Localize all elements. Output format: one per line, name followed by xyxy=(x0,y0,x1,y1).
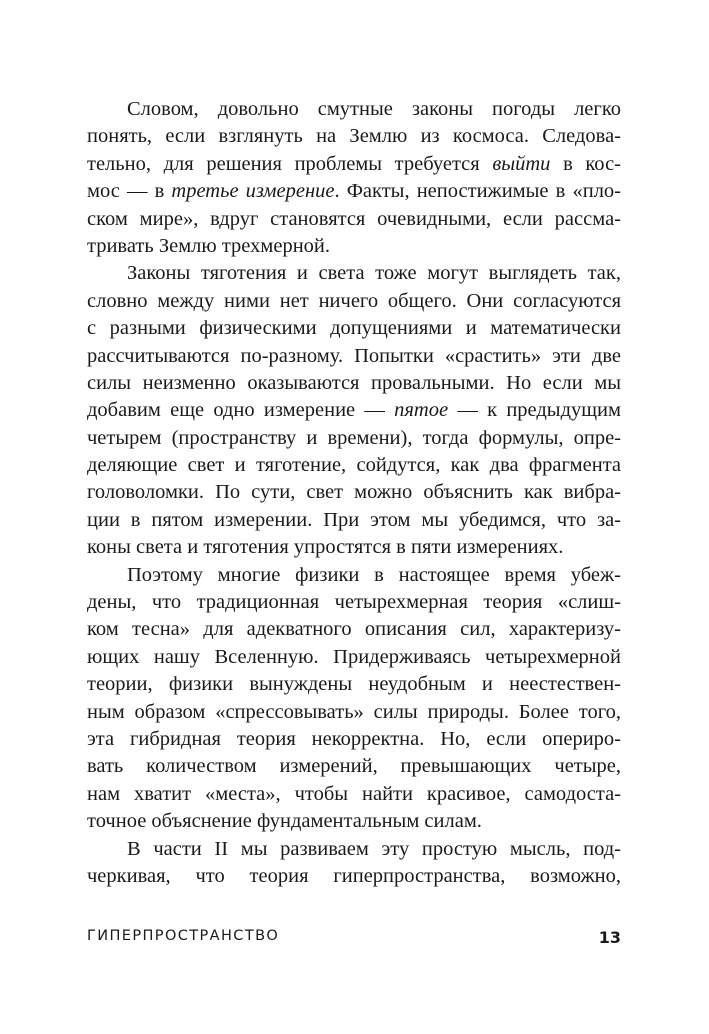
italic-emphasis: выйти xyxy=(492,152,551,175)
text-run: с разными физическими допущениями и математически xyxy=(87,317,621,340)
text-run: . Факты, непостижимые в «пло- xyxy=(334,180,621,203)
text-line xyxy=(87,479,621,506)
text-line xyxy=(87,233,621,260)
text-run: четырем (пространству и времени), тогда формулы, опре- xyxy=(87,426,621,449)
text-line xyxy=(87,808,621,835)
text-run: Поэтому многие физики в настоящее время убеж- xyxy=(127,563,621,586)
text-line xyxy=(87,452,621,479)
text-line xyxy=(87,863,621,890)
text-line xyxy=(87,616,621,643)
text-run: силы неизменно оказываются провальными. Но если мы xyxy=(87,371,621,394)
text-line xyxy=(87,589,621,616)
text-line xyxy=(87,726,621,753)
paragraph xyxy=(87,836,621,891)
text-line xyxy=(87,397,621,424)
text-run: ком тесна» для адекватного описания сил, характеризу- xyxy=(87,618,621,641)
text-run: ском мире», вдруг становятся очевидными, если рассма- xyxy=(87,207,621,230)
text-run: головоломки. По сути, свет можно объяснить как вибра- xyxy=(87,481,621,504)
text-run: деляющие свет и тяготение, сойдутся, как два фрагмента xyxy=(87,454,621,477)
text-line xyxy=(87,671,621,698)
page-footer xyxy=(87,928,621,954)
paragraph xyxy=(87,96,621,260)
text-run: вать количеством измерений, превышающих четыре, xyxy=(87,755,621,778)
text-line xyxy=(87,315,621,342)
paragraph xyxy=(87,562,621,836)
text-line xyxy=(87,151,621,178)
text-run: в кос- xyxy=(550,152,621,175)
text-run: точное объяснение фундаментальным силам. xyxy=(87,810,482,833)
text-line xyxy=(87,123,621,150)
body-text xyxy=(87,96,621,890)
text-line xyxy=(87,699,621,726)
text-run: понять, если взглянуть на Землю из космоса. Следова- xyxy=(87,125,621,148)
italic-emphasis: третье измерение xyxy=(171,180,335,203)
text-run: эта гибридная теория некорректна. Но, если опериро- xyxy=(87,727,621,750)
text-run: Словом, довольно смутные законы погоды легко xyxy=(127,98,621,120)
text-run: мос — в xyxy=(87,180,172,203)
text-line xyxy=(87,260,621,287)
text-run: словно между ними нет ничего общего. Они согласуются xyxy=(87,289,621,312)
text-run: тельно, для решения проблемы требуется xyxy=(87,152,493,175)
text-line xyxy=(87,288,621,315)
text-run: коны света и тяготения упростятся в пяти измерениях. xyxy=(87,536,564,559)
text-line xyxy=(87,206,621,233)
text-line xyxy=(87,507,621,534)
text-run: — к предыдущим xyxy=(448,399,621,422)
text-run: теории, физики вынуждены неудобным и неестествен- xyxy=(87,673,621,696)
paragraph xyxy=(87,260,621,561)
text-run: ным образом «спрессовывать» силы природы. Более того, xyxy=(87,700,621,723)
text-line xyxy=(87,534,621,561)
text-run: добавим еще одно измерение — xyxy=(87,399,395,422)
text-run: дены, что традиционная четырехмерная теория «слиш- xyxy=(87,591,621,614)
text-run: ющих нашу Вселенную. Придерживаясь четырехмерной xyxy=(87,645,621,668)
text-line xyxy=(87,96,621,123)
running-head: ГИПЕРПРОСТРАНСТВО xyxy=(87,928,280,944)
text-run: В части II мы развиваем эту простую мысль, под- xyxy=(127,837,621,860)
text-line xyxy=(87,781,621,808)
text-run: Законы тяготения и света тоже могут выглядеть так, xyxy=(127,262,621,285)
text-line xyxy=(87,836,621,863)
text-run: ции в пятом измерении. При этом мы убедимся, что за- xyxy=(87,508,621,531)
text-line xyxy=(87,370,621,397)
italic-emphasis: пятое xyxy=(394,399,449,422)
text-run: тривать Землю трехмерной. xyxy=(87,234,331,257)
text-line xyxy=(87,343,621,370)
text-line xyxy=(87,644,621,671)
text-line xyxy=(87,753,621,780)
text-line xyxy=(87,425,621,452)
text-run: нам хватит «места», чтобы найти красивое, самодоста- xyxy=(87,782,621,805)
text-line xyxy=(87,178,621,205)
text-line xyxy=(87,562,621,589)
text-run: рассчитываются по-разному. Попытки «срастить» эти две xyxy=(87,344,621,367)
page-number: 13 xyxy=(598,928,621,947)
text-run: черкивая, что теория гиперпространства, возможно, xyxy=(87,864,621,887)
